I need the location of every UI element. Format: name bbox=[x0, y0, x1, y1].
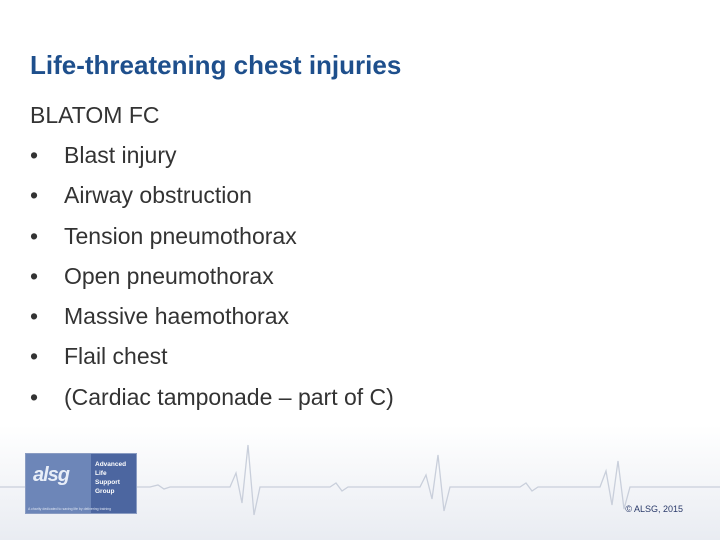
copyright-notice: © ALSG, 2015 bbox=[625, 504, 683, 514]
logo-line: Advanced bbox=[95, 461, 127, 468]
bullet-text: (Cardiac tamponade – part of C) bbox=[64, 383, 394, 410]
bullet-text: Massive haemothorax bbox=[64, 303, 289, 330]
list-item bbox=[30, 223, 394, 263]
list-item bbox=[30, 263, 394, 303]
logo-line: Support bbox=[95, 479, 120, 486]
bullet-text: Blast injury bbox=[64, 142, 177, 168]
bullet-icon: • bbox=[30, 303, 39, 330]
subtitle: BLATOM FC bbox=[30, 102, 160, 128]
bullet-text: Airway obstruction bbox=[64, 182, 252, 209]
bullet-list bbox=[30, 142, 394, 424]
logo-text bbox=[91, 454, 136, 513]
logo-mark bbox=[26, 454, 91, 513]
list-item bbox=[30, 182, 394, 222]
list-item bbox=[30, 384, 394, 424]
list-item bbox=[30, 142, 394, 182]
list-item bbox=[30, 343, 394, 383]
logo-line: Life bbox=[95, 470, 107, 477]
bullet-text: Flail chest bbox=[64, 343, 168, 370]
logo-wordmark: alsg bbox=[33, 464, 70, 486]
logo-line: Group bbox=[95, 488, 115, 495]
bullet-icon: • bbox=[30, 383, 39, 410]
bullet-icon: • bbox=[30, 182, 39, 209]
alsg-logo bbox=[25, 453, 137, 514]
bullet-text: Tension pneumothorax bbox=[64, 222, 297, 249]
slide-title: Life-threatening chest injuries bbox=[30, 50, 402, 80]
bullet-icon: • bbox=[30, 142, 39, 168]
bullet-icon: • bbox=[30, 343, 39, 370]
bullet-icon: • bbox=[30, 222, 39, 249]
bullet-text: Open pneumothorax bbox=[64, 262, 274, 289]
logo-tagline: A charity dedicated to saving life by delivering training bbox=[28, 507, 112, 511]
list-item bbox=[30, 303, 394, 343]
bullet-icon: • bbox=[30, 262, 39, 289]
